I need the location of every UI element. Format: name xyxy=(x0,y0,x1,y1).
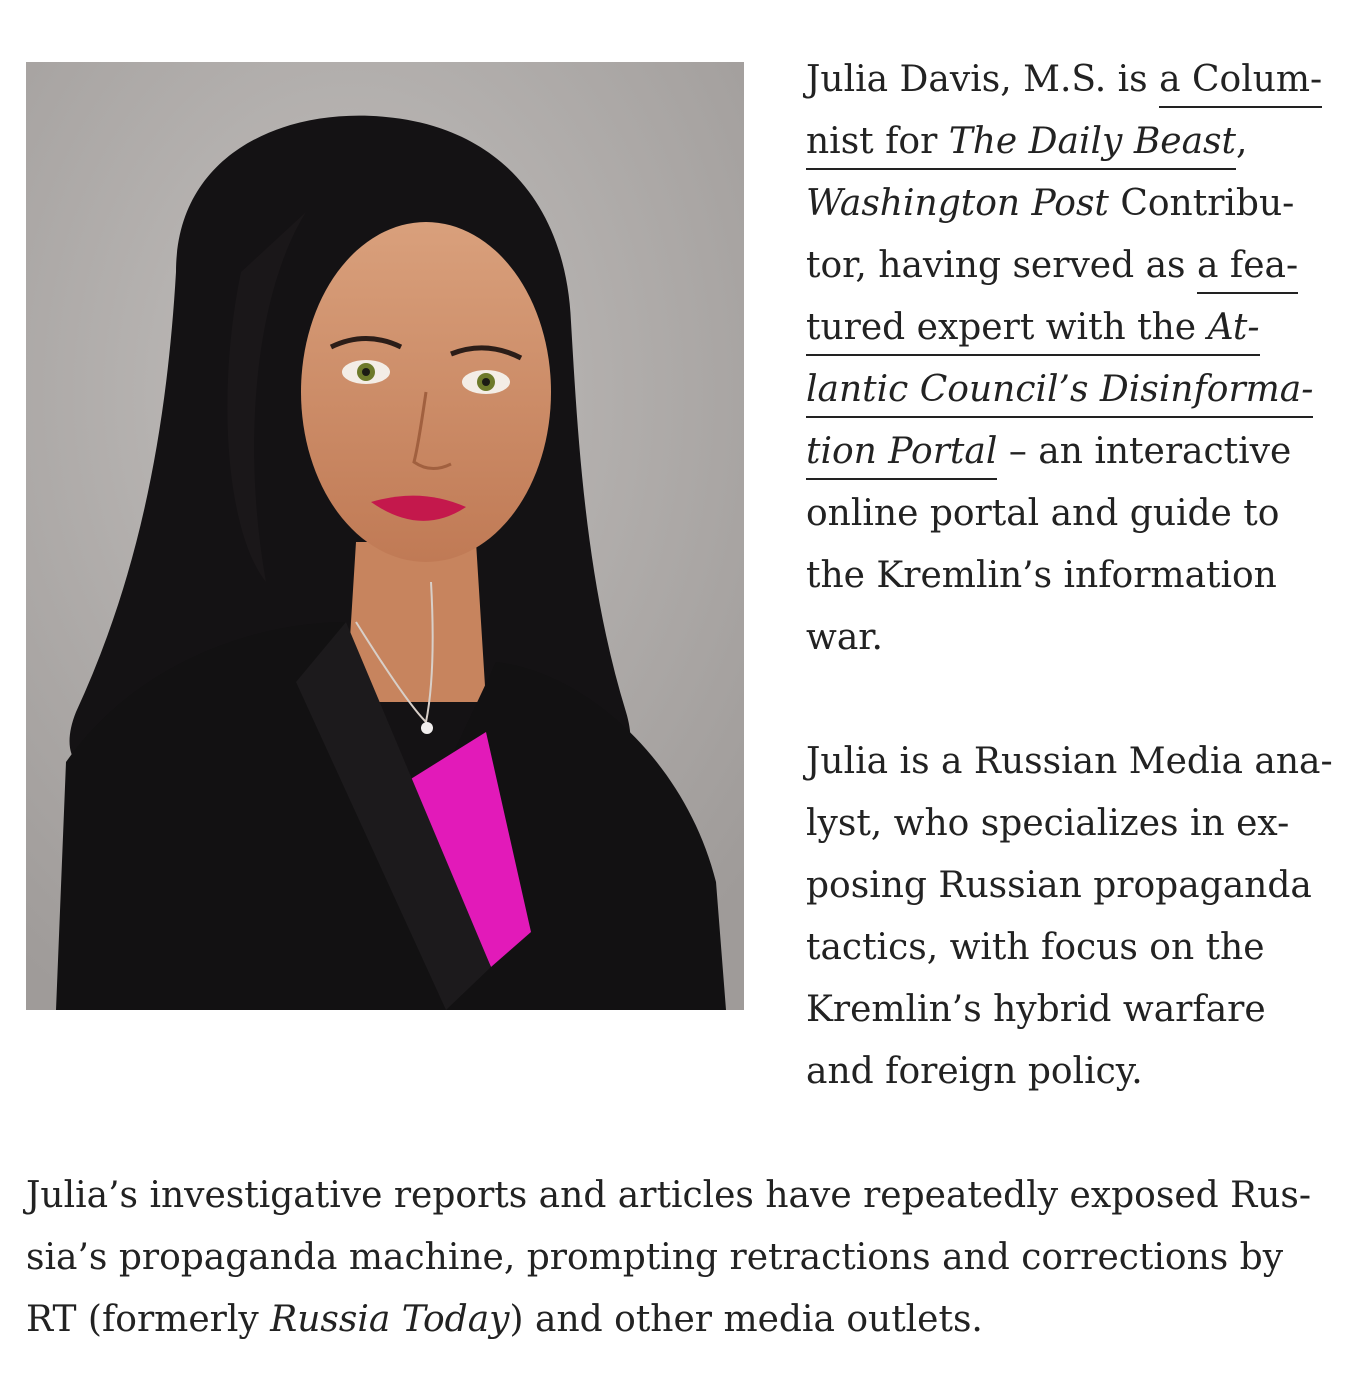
publication-name: The Daily Beast xyxy=(948,121,1236,162)
outlet-name: Russia Today xyxy=(270,1299,510,1340)
text-line: posing Russian propaganda xyxy=(806,865,1312,906)
daily-beast-columnist-link-cont[interactable] xyxy=(806,121,1236,170)
link-text: tured expert with the xyxy=(806,307,1208,348)
text-line xyxy=(806,297,1346,359)
bio-paragraph-3 xyxy=(26,1165,1346,1351)
featured-expert-link-cont[interactable] xyxy=(806,431,997,480)
text-fragment: Julia Davis, M.S. is xyxy=(806,59,1160,100)
text-line: sia’s propaganda machine, prompting retractions and corrections by xyxy=(26,1237,1284,1278)
text-line: Julia is a Russian Media ana- xyxy=(806,741,1333,782)
text-line: lyst, who specializes in ex- xyxy=(806,803,1290,844)
text-line xyxy=(806,359,1346,421)
text-line: war. xyxy=(806,617,883,658)
text-fragment: – an interactive xyxy=(997,431,1292,472)
featured-expert-link-cont[interactable] xyxy=(806,307,1260,356)
text-line: tactics, with focus on the xyxy=(806,927,1265,968)
text-line: and foreign policy. xyxy=(806,1051,1143,1092)
featured-expert-link-cont[interactable] xyxy=(806,369,1313,418)
text-line xyxy=(806,111,1346,173)
text-fragment: , xyxy=(1235,121,1248,162)
text-line: Julia’s investigative reports and articles have repeatedly exposed Rus- xyxy=(26,1175,1312,1216)
text-line xyxy=(806,235,1346,297)
text-line xyxy=(26,1289,1346,1351)
text-fragment: RT (formerly xyxy=(26,1299,271,1340)
daily-beast-columnist-link[interactable]: a Colum- xyxy=(1159,59,1322,108)
text-line: online portal and guide to xyxy=(806,493,1280,534)
link-text: nist for xyxy=(806,121,949,162)
text-line xyxy=(806,421,1346,483)
text-line: the Kremlin’s information xyxy=(806,555,1277,596)
text-line xyxy=(806,173,1346,235)
link-text-italic: tion Portal xyxy=(806,431,998,472)
featured-expert-link[interactable]: a fea- xyxy=(1197,245,1298,294)
link-text-italic: lantic Council’s Disinforma- xyxy=(806,369,1314,410)
text-line: Kremlin’s hybrid warfare xyxy=(806,989,1266,1030)
text-fragment: ) and other media outlets. xyxy=(509,1299,983,1340)
text-fragment: Contribu- xyxy=(1108,183,1295,224)
bio-paragraph-1 xyxy=(806,49,1346,669)
text-line xyxy=(806,49,1346,111)
bio-paragraph-2 xyxy=(806,731,1346,1103)
link-text-italic: At- xyxy=(1207,307,1260,348)
portrait-photo xyxy=(26,62,744,1010)
text-fragment: tor, having served as xyxy=(806,245,1197,286)
publication-name: Washington Post xyxy=(806,183,1109,224)
